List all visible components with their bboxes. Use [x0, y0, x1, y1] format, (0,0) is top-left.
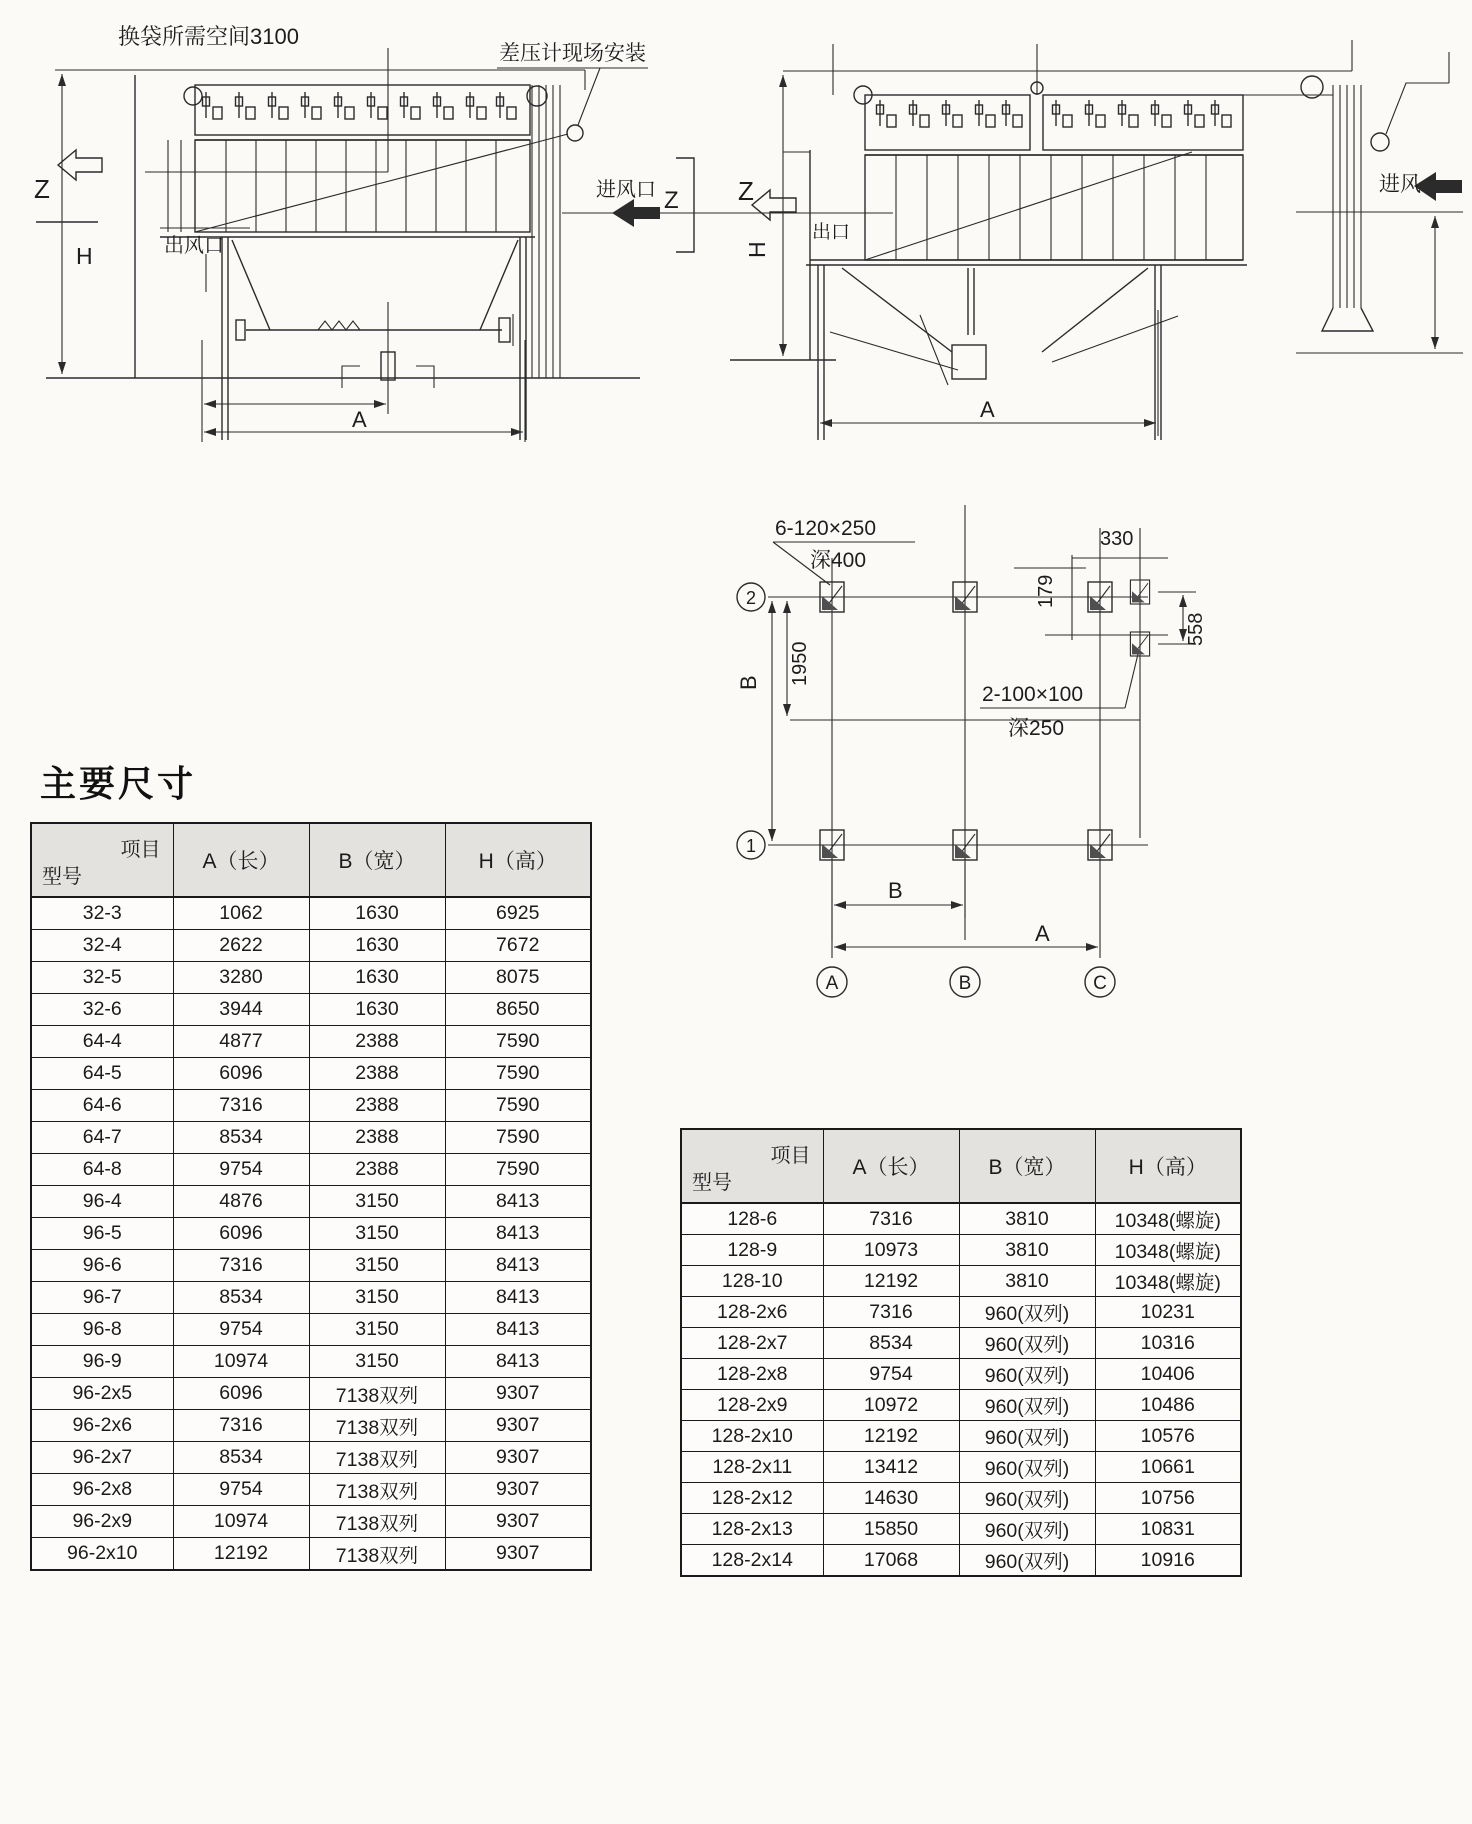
table-cell: 9307: [445, 1442, 591, 1474]
table-cell: 17068: [823, 1545, 959, 1577]
table-cell: 96-5: [31, 1218, 173, 1250]
table-cell: 2388: [309, 1154, 445, 1186]
table-cell: 7316: [823, 1203, 959, 1235]
table-cell: 10486: [1095, 1390, 1241, 1421]
table-cell: 96-2x9: [31, 1506, 173, 1538]
table-cell: 6925: [445, 897, 591, 930]
table-cell: 1630: [309, 897, 445, 930]
outlet-label: 出口: [812, 222, 851, 243]
table-cell: 128-2x12: [681, 1483, 823, 1514]
table-cell: 3150: [309, 1186, 445, 1218]
inlet-flow-arrow: [1414, 172, 1462, 201]
table-cell: 6096: [173, 1058, 309, 1090]
dim-179-label: 179: [1035, 574, 1057, 608]
table-cell: 3150: [309, 1282, 445, 1314]
table-cell: 9307: [445, 1474, 591, 1506]
table-cell: 128-2x9: [681, 1390, 823, 1421]
table-cell: 1062: [173, 897, 309, 930]
table-cell: 32-3: [31, 897, 173, 930]
table-cell: 10406: [1095, 1359, 1241, 1390]
bag-change-space-label: 换袋所需空间3100: [118, 24, 299, 49]
hopper: [232, 240, 518, 330]
table-cell: 96-2x5: [31, 1378, 173, 1410]
table-row: [31, 1154, 591, 1186]
table-cell: 96-4: [31, 1186, 173, 1218]
table-cell: 10974: [173, 1346, 309, 1378]
pulse-valve-row: [877, 100, 1232, 127]
table-cell: 7138双列: [309, 1506, 445, 1538]
header-b-cell: B（宽）: [309, 823, 445, 897]
table-row: [31, 1026, 591, 1058]
table-cell: 64-7: [31, 1122, 173, 1154]
table-row: [681, 1328, 1241, 1359]
table-cell: 10972: [823, 1390, 959, 1421]
svg-text:C: C: [1093, 973, 1107, 994]
svg-text:1: 1: [745, 836, 757, 856]
pulse-valve-row: [203, 92, 517, 119]
table-cell: 10973: [823, 1235, 959, 1266]
inlet-label: 进风: [1379, 173, 1421, 196]
table-row: [31, 1122, 591, 1154]
table-cell: 4877: [173, 1026, 309, 1058]
table-cell: 7138双列: [309, 1538, 445, 1571]
table-row: [31, 930, 591, 962]
screw-conveyor: [236, 314, 513, 346]
table-cell: 10348(螺旋): [1095, 1266, 1241, 1297]
table-cell: 2388: [309, 1058, 445, 1090]
table-cell: 2388: [309, 1026, 445, 1058]
inlet-label: 进风口: [596, 179, 656, 201]
table-cell: 8413: [445, 1186, 591, 1218]
table-cell: 3810: [959, 1266, 1095, 1297]
table-cell: 3150: [309, 1250, 445, 1282]
section-z-arrow: [58, 150, 102, 180]
gauge-label: 差压计现场安装: [499, 42, 646, 65]
table-row: [681, 1359, 1241, 1390]
table-row: [31, 1346, 591, 1378]
table-row: [31, 1090, 591, 1122]
table-cell: 960(双列): [959, 1359, 1095, 1390]
table-cell: 96-9: [31, 1346, 173, 1378]
table-cell: 8075: [445, 962, 591, 994]
table-cell: 960(双列): [959, 1328, 1095, 1359]
table-cell: 8413: [445, 1346, 591, 1378]
table-cell: 1630: [309, 962, 445, 994]
table-cell: 10974: [173, 1506, 309, 1538]
header-a-cell: A（长）: [823, 1129, 959, 1203]
header-h-cell: H（高）: [1095, 1129, 1241, 1203]
table-row: [31, 1538, 591, 1571]
table-row: [31, 1410, 591, 1442]
dimensions-table-left: [30, 822, 592, 1571]
table-cell: 3150: [309, 1346, 445, 1378]
table-cell: 7316: [823, 1297, 959, 1328]
table-cell: 7138双列: [309, 1442, 445, 1474]
table-cell: 9307: [445, 1538, 591, 1571]
table-cell: 96-2x10: [31, 1538, 173, 1571]
dimensions-table-right: [680, 1128, 1242, 1577]
table-cell: 96-2x6: [31, 1410, 173, 1442]
dim-h-label: H: [744, 241, 770, 258]
table-cell: 960(双列): [959, 1297, 1095, 1328]
axis-col-a-bubble: [817, 967, 847, 997]
table-header-row: [31, 823, 591, 897]
table-cell: 12192: [823, 1266, 959, 1297]
table-cell: 7590: [445, 1154, 591, 1186]
table-cell: 960(双列): [959, 1514, 1095, 1545]
table-cell: 96-2x8: [31, 1474, 173, 1506]
table-cell: 3280: [173, 962, 309, 994]
inlet-flow-arrow: [612, 199, 660, 227]
filter-bags: [896, 155, 1206, 260]
table-cell: 128-10: [681, 1266, 823, 1297]
header-model-item-cell: [31, 823, 173, 897]
table-cell: 9754: [173, 1154, 309, 1186]
table-cell: 9307: [445, 1378, 591, 1410]
table-row: [31, 1442, 591, 1474]
table-cell: 9754: [823, 1359, 959, 1390]
right-elevation-drawing: [730, 40, 1463, 440]
dim-a-label: A: [980, 397, 995, 422]
table-cell: 2622: [173, 930, 309, 962]
table-row: [31, 1506, 591, 1538]
header-item-label: 项目: [120, 839, 161, 861]
axis-col-c-bubble: [1085, 967, 1115, 997]
left-elevation-drawing: [34, 24, 893, 442]
page-title: 主要尺寸: [40, 763, 197, 804]
table-cell: 12192: [823, 1421, 959, 1452]
table-cell: 8413: [445, 1314, 591, 1346]
table-row: [31, 1314, 591, 1346]
table-row: [681, 1266, 1241, 1297]
table-cell: 14630: [823, 1483, 959, 1514]
table-cell: 64-8: [31, 1154, 173, 1186]
table-row: [31, 1282, 591, 1314]
dim-1950-label: 1950: [789, 641, 811, 686]
outlet-label: 出风口: [164, 235, 224, 257]
table-cell: 10831: [1095, 1514, 1241, 1545]
svg-text:2: 2: [745, 588, 757, 608]
table-cell: 64-4: [31, 1026, 173, 1058]
foundation-plan: [736, 505, 1207, 997]
header-model-label: 型号: [42, 866, 82, 888]
table-row: [681, 1514, 1241, 1545]
table-cell: 3944: [173, 994, 309, 1026]
table-cell: 7590: [445, 1122, 591, 1154]
table-cell: 3150: [309, 1314, 445, 1346]
table-cell: 96-2x7: [31, 1442, 173, 1474]
table-cell: 4876: [173, 1186, 309, 1218]
table-cell: 1630: [309, 930, 445, 962]
table-row: [681, 1390, 1241, 1421]
axis-col-b-bubble: [950, 967, 980, 997]
table-cell: 9307: [445, 1410, 591, 1442]
table-cell: 9754: [173, 1474, 309, 1506]
table-cell: 128-2x8: [681, 1359, 823, 1390]
header-h-cell: H（高）: [445, 823, 591, 897]
table-cell: 8413: [445, 1250, 591, 1282]
hopper: [842, 268, 1148, 352]
table-cell: 6096: [173, 1378, 309, 1410]
table-cell: 7138双列: [309, 1378, 445, 1410]
table-cell: 10348(螺旋): [1095, 1235, 1241, 1266]
dim-a-label: A: [352, 407, 367, 432]
table-cell: 96-6: [31, 1250, 173, 1282]
discharge-assembly: [830, 315, 1178, 385]
svg-text:A: A: [825, 973, 839, 994]
small-bolts-depth: 深250: [1008, 717, 1065, 740]
header-a-cell: A（长）: [173, 823, 309, 897]
table-row: [31, 1186, 591, 1218]
table-cell: 96-7: [31, 1282, 173, 1314]
main-bolts-depth: 深400: [810, 549, 867, 572]
table-cell: 9307: [445, 1506, 591, 1538]
table-row: [681, 1483, 1241, 1514]
table-cell: 128-9: [681, 1235, 823, 1266]
section-bracket: [676, 158, 694, 252]
table-cell: 128-2x7: [681, 1328, 823, 1359]
table-cell: 960(双列): [959, 1545, 1095, 1577]
table-row: [681, 1452, 1241, 1483]
table-cell: 3810: [959, 1203, 1095, 1235]
table-cell: 128-2x13: [681, 1514, 823, 1545]
table-cell: 10576: [1095, 1421, 1241, 1452]
section-letter: Z: [664, 187, 679, 214]
support-legs: [222, 237, 526, 440]
header-b-cell: B（宽）: [959, 1129, 1095, 1203]
header-model-item-cell: [681, 1129, 823, 1203]
table-cell: 32-5: [31, 962, 173, 994]
table-cell: 1630: [309, 994, 445, 1026]
dim-b-vertical-label: B: [736, 675, 761, 690]
header-model-label: 型号: [692, 1172, 732, 1194]
table-cell: 12192: [173, 1538, 309, 1571]
table-cell: 8413: [445, 1282, 591, 1314]
table-cell: 960(双列): [959, 1421, 1095, 1452]
table-row: [681, 1235, 1241, 1266]
table-cell: 7316: [173, 1250, 309, 1282]
table-cell: 128-2x14: [681, 1545, 823, 1577]
table-cell: 128-2x10: [681, 1421, 823, 1452]
table-header-row: [681, 1129, 1241, 1203]
pressure-gauge-icon: [567, 125, 583, 141]
table-row: [31, 897, 591, 930]
inlet-duct: [1333, 85, 1361, 308]
table-cell: 10916: [1095, 1545, 1241, 1577]
table-row: [681, 1545, 1241, 1577]
table-cell: 3150: [309, 1218, 445, 1250]
table-cell: 8534: [173, 1282, 309, 1314]
table-cell: 7590: [445, 1090, 591, 1122]
main-bolts-label: 6-120×250: [775, 517, 877, 540]
table-cell: 960(双列): [959, 1483, 1095, 1514]
table-cell: 960(双列): [959, 1452, 1095, 1483]
table-cell: 64-5: [31, 1058, 173, 1090]
table-cell: 8650: [445, 994, 591, 1026]
axis-row-2-bubble: [737, 583, 765, 611]
table-cell: 15850: [823, 1514, 959, 1545]
table-cell: 8413: [445, 1218, 591, 1250]
dim-h-label: H: [76, 243, 93, 269]
table-cell: 32-6: [31, 994, 173, 1026]
table-cell: 2388: [309, 1090, 445, 1122]
section-letter: Z: [34, 174, 50, 204]
table-row: [681, 1297, 1241, 1328]
table-cell: 128-2x6: [681, 1297, 823, 1328]
table-cell: 32-4: [31, 930, 173, 962]
table-row: [31, 962, 591, 994]
table-cell: 9754: [173, 1314, 309, 1346]
table-cell: 7316: [173, 1410, 309, 1442]
table-cell: 128-2x11: [681, 1452, 823, 1483]
dim-330-label: 330: [1100, 528, 1134, 550]
filter-bags: [226, 140, 496, 232]
table-cell: 64-6: [31, 1090, 173, 1122]
axis-row-1-bubble: [737, 831, 765, 859]
table-cell: 7590: [445, 1026, 591, 1058]
table-cell: 10756: [1095, 1483, 1241, 1514]
table-row: [31, 1250, 591, 1282]
table-cell: 7590: [445, 1058, 591, 1090]
table-cell: 8534: [173, 1122, 309, 1154]
table-cell: 8534: [173, 1442, 309, 1474]
table-row: [31, 1474, 591, 1506]
table-cell: 128-6: [681, 1203, 823, 1235]
table-row: [681, 1421, 1241, 1452]
inlet-duct: [532, 85, 560, 378]
table-cell: 960(双列): [959, 1390, 1095, 1421]
table-cell: 96-8: [31, 1314, 173, 1346]
table-cell: 10316: [1095, 1328, 1241, 1359]
table-cell: 6096: [173, 1218, 309, 1250]
section-z-arrow: [752, 190, 796, 220]
table-cell: 13412: [823, 1452, 959, 1483]
table-row: [31, 1218, 591, 1250]
small-bolts-label: 2-100×100: [982, 683, 1084, 706]
table-cell: 7138双列: [309, 1474, 445, 1506]
table-row: [31, 994, 591, 1026]
table-cell: 7138双列: [309, 1410, 445, 1442]
section-letter: Z: [738, 176, 754, 206]
table-cell: 10348(螺旋): [1095, 1203, 1241, 1235]
table-cell: 7672: [445, 930, 591, 962]
table-row: [31, 1058, 591, 1090]
table-cell: 10661: [1095, 1452, 1241, 1483]
svg-text:B: B: [958, 973, 972, 994]
table-cell: 2388: [309, 1122, 445, 1154]
header-item-label: 项目: [770, 1145, 811, 1167]
table-cell: 10231: [1095, 1297, 1241, 1328]
dim-558-label: 558: [1185, 612, 1207, 646]
table-cell: 8534: [823, 1328, 959, 1359]
table-cell: 7316: [173, 1090, 309, 1122]
table-row: [681, 1203, 1241, 1235]
pressure-gauge-icon: [1371, 133, 1389, 151]
dim-b-horizontal-label: B: [888, 878, 903, 903]
dim-a-label: A: [1035, 921, 1050, 946]
table-cell: 3810: [959, 1235, 1095, 1266]
table-row: [31, 1378, 591, 1410]
